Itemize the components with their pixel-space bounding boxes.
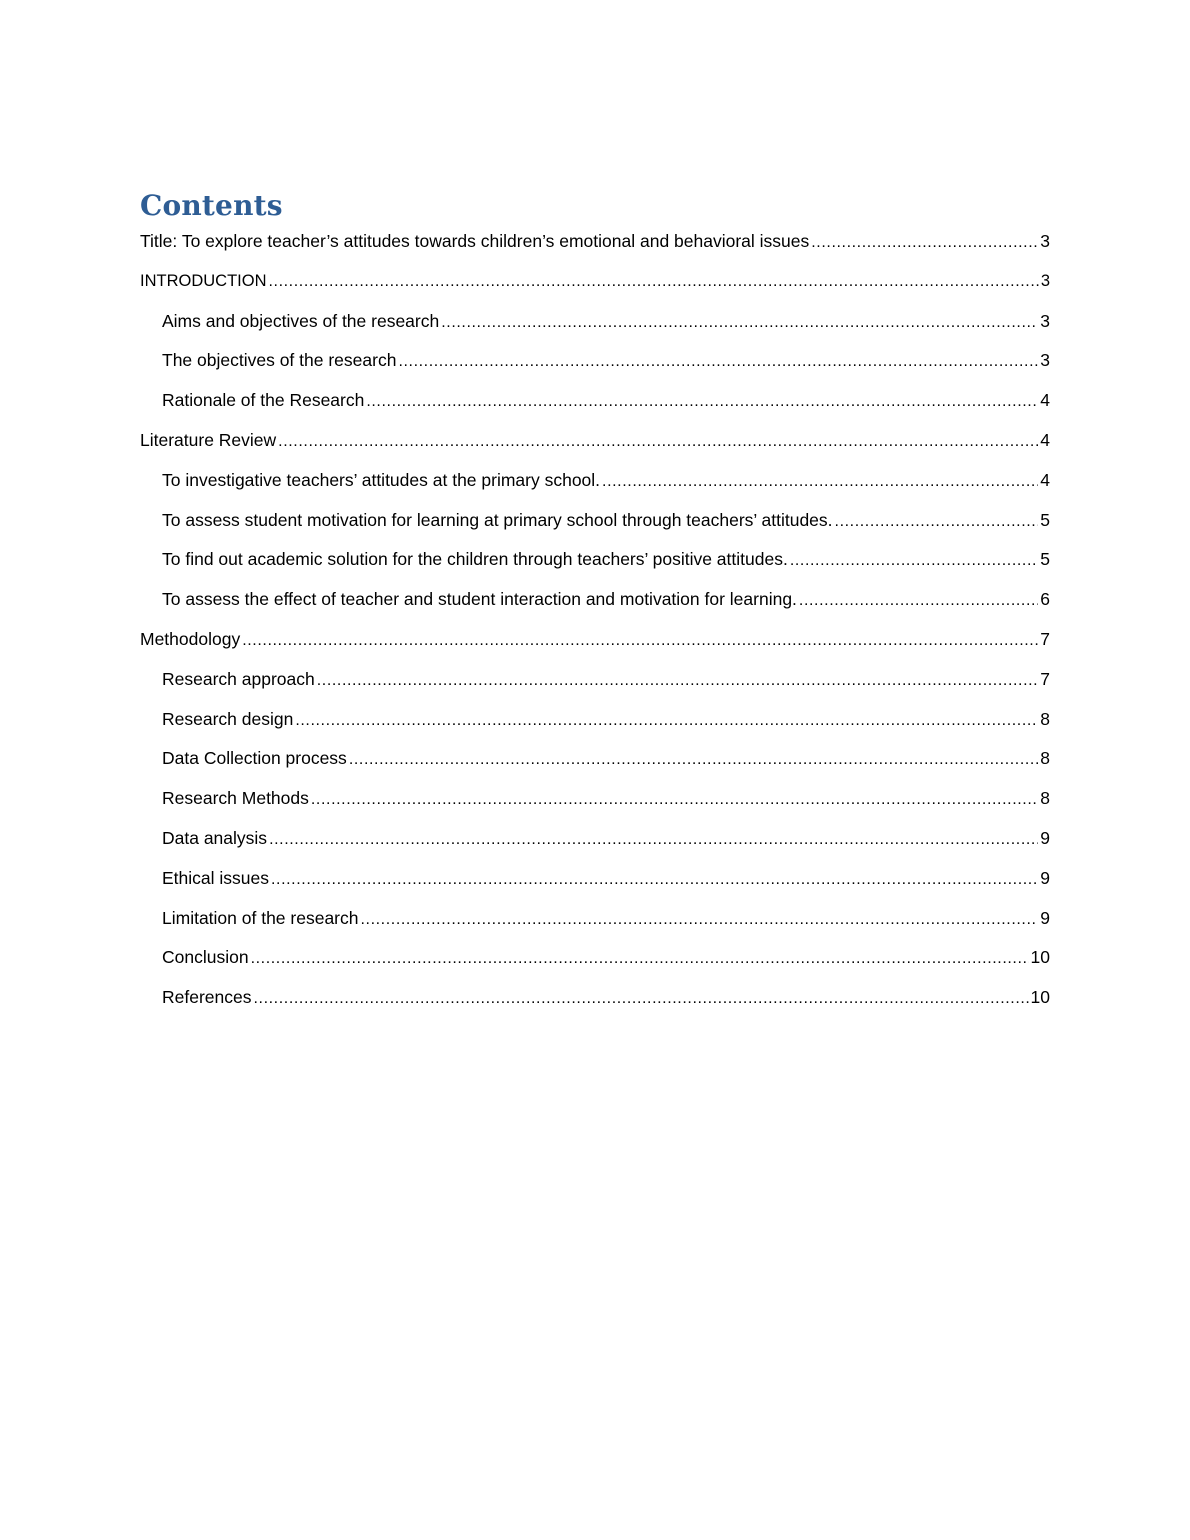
toc-entry-text: The objectives of the research (162, 350, 397, 371)
toc-dot-leader (251, 944, 1029, 974)
toc-entry-text: Ethical issues (162, 867, 269, 888)
toc-dot-leader (361, 905, 1039, 935)
toc-dot-leader (278, 427, 1038, 457)
toc-entry[interactable] (140, 465, 1050, 505)
toc-entry-text: Title: To explore teacher’s attitudes towards children’s emotional and behavioral issues (140, 231, 810, 251)
toc-page-number: 9 (1040, 907, 1050, 928)
toc-dot-leader (311, 785, 1038, 815)
toc-dot-leader (254, 984, 1029, 1014)
toc-entry-text: Rationale of the Research (162, 390, 365, 411)
toc-dot-leader (269, 267, 1039, 297)
toc-page-number: 4 (1040, 429, 1050, 450)
toc-dot-leader (317, 666, 1039, 696)
toc-dot-leader (271, 865, 1038, 895)
toc-page-number: 8 (1040, 788, 1050, 809)
toc-entry-text: To assess the effect of teacher and student interaction and motivation for learning. (162, 589, 797, 610)
toc-entry-text: Data Collection process (162, 748, 347, 769)
toc-entry[interactable] (140, 505, 1050, 545)
toc-page-number: 10 (1030, 947, 1050, 968)
toc-page-number: 3 (1040, 231, 1050, 251)
toc-entry[interactable] (140, 266, 1050, 306)
toc-entry-text: Limitation of the research (162, 907, 359, 928)
toc-dot-leader (835, 507, 1039, 537)
toc-dot-leader (799, 586, 1038, 616)
toc-dot-leader (349, 745, 1038, 775)
toc-dot-leader (398, 347, 1038, 377)
toc-entry-text: Research design (162, 708, 294, 729)
toc-entry[interactable] (140, 863, 1050, 903)
toc-page-number: 8 (1040, 708, 1050, 729)
toc-entry[interactable] (140, 704, 1050, 744)
toc-entry[interactable] (140, 624, 1050, 664)
toc-page-number: 9 (1040, 867, 1050, 888)
toc-page-number: 3 (1040, 350, 1050, 371)
toc-page-number: 8 (1040, 748, 1050, 769)
toc-entry[interactable] (140, 903, 1050, 943)
toc-dot-leader (295, 706, 1038, 736)
toc-entry[interactable] (140, 306, 1050, 346)
toc-entry-text: Research Methods (162, 788, 309, 809)
toc-entry[interactable] (140, 226, 1050, 266)
toc-entry[interactable] (140, 783, 1050, 823)
toc-entry[interactable] (140, 544, 1050, 584)
toc-page-number: 7 (1040, 668, 1050, 689)
toc-entry-text: References (162, 987, 252, 1008)
toc-page-number: 5 (1040, 509, 1050, 530)
toc-page-number: 4 (1040, 469, 1050, 490)
toc-entry-text: Methodology (140, 628, 241, 649)
toc-entry-text: Literature Review (140, 429, 277, 450)
toc-dot-leader (790, 546, 1038, 576)
toc-entry[interactable] (140, 664, 1050, 704)
toc-dot-leader (811, 228, 1038, 258)
toc-entry-text: To assess student motivation for learning at primary school through teachers’ attitudes. (162, 509, 833, 530)
toc-entry[interactable] (140, 345, 1050, 385)
toc-heading: Contents (140, 189, 283, 222)
toc-dot-leader (441, 308, 1038, 338)
toc-entry-text: To find out academic solution for the children through teachers’ positive attitudes. (162, 549, 788, 570)
toc-entry[interactable] (140, 584, 1050, 624)
toc-list (140, 226, 1050, 1022)
toc-entry-text: Aims and objectives of the research (162, 310, 440, 331)
toc-page-number: 6 (1040, 589, 1050, 610)
toc-dot-leader (602, 467, 1038, 497)
toc-entry[interactable] (140, 425, 1050, 465)
toc-entry[interactable] (140, 823, 1050, 863)
toc-entry-text: INTRODUCTION (140, 271, 267, 290)
toc-entry-text: Data analysis (162, 827, 268, 848)
toc-entry[interactable] (140, 942, 1050, 982)
toc-entry-text: Research approach (162, 668, 315, 689)
toc-page-number: 7 (1040, 628, 1050, 649)
toc-entry[interactable] (140, 743, 1050, 783)
toc-page-number: 5 (1040, 549, 1050, 570)
toc-entry[interactable] (140, 385, 1050, 425)
toc-dot-leader (269, 825, 1038, 855)
toc-dot-leader (242, 626, 1038, 656)
toc-entry[interactable] (140, 982, 1050, 1022)
toc-page-number: 9 (1040, 827, 1050, 848)
toc-dot-leader (366, 387, 1038, 417)
toc-page-number: 3 (1040, 310, 1050, 331)
toc-entry-text: To investigative teachers’ attitudes at the primary school. (162, 469, 601, 490)
toc-page-number: 4 (1040, 390, 1050, 411)
toc-entry-text: Conclusion (162, 947, 249, 968)
document-page (140, 186, 1050, 1022)
toc-page-number: 10 (1030, 987, 1050, 1008)
toc-page-number: 3 (1040, 271, 1050, 290)
